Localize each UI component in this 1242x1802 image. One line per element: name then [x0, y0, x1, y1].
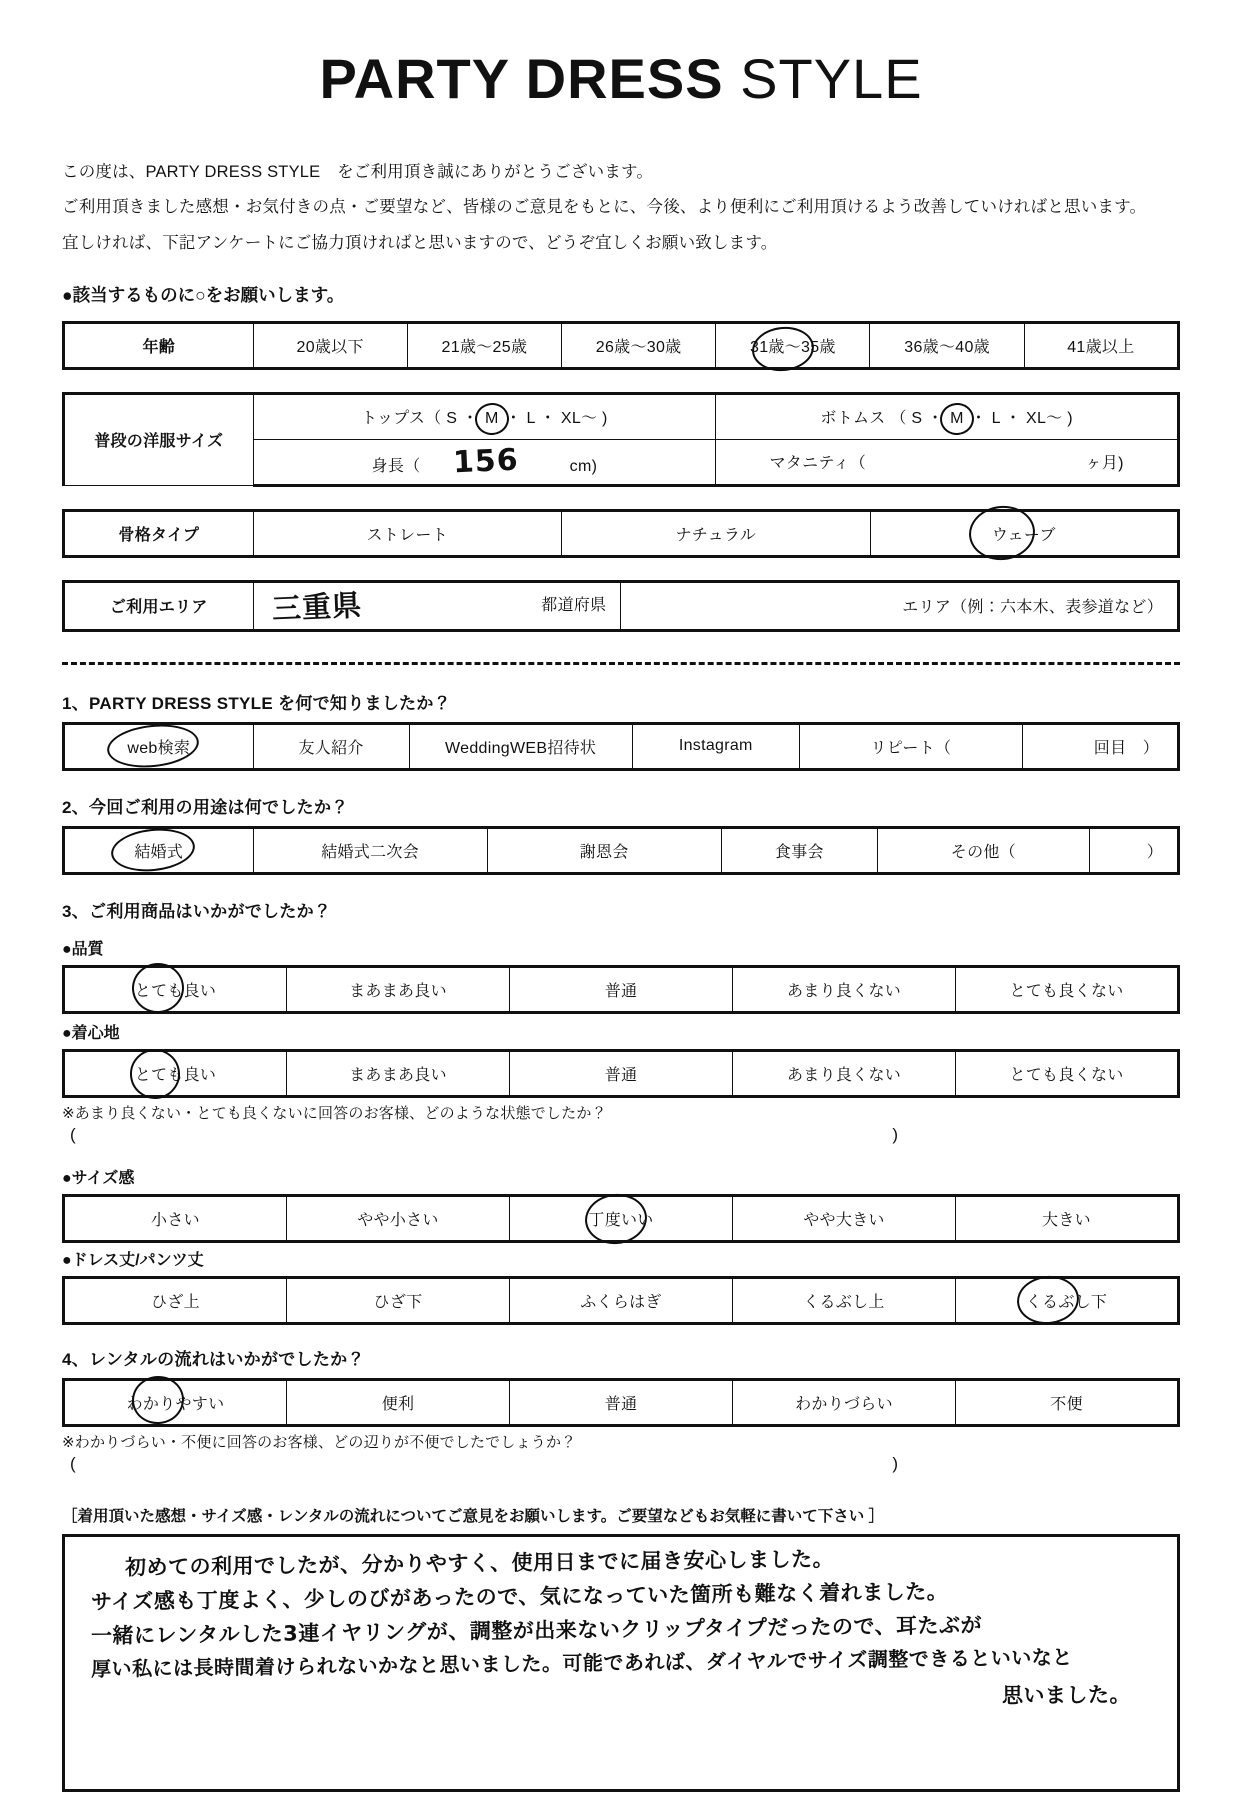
- free-comment-box[interactable]: [62, 1534, 1180, 1792]
- survey-page: [0, 48, 1242, 1802]
- height-field[interactable]: [253, 439, 716, 485]
- free-comment-line-4: 思いました。: [1001, 1683, 1132, 1708]
- q1-option-4[interactable]: リピート（: [799, 723, 1022, 769]
- q3-size-feel-label: ●サイズ感: [62, 1169, 135, 1187]
- q1-option-0-label: web検索: [127, 739, 191, 757]
- area-name-field[interactable]: [621, 581, 1179, 630]
- q3-size-feel-option-1[interactable]: やや小さい: [287, 1195, 510, 1241]
- q2-option-4[interactable]: その他（: [877, 827, 1089, 873]
- q2-option-1[interactable]: 結婚式二次会: [253, 827, 487, 873]
- free-comment-heading: ［着用頂いた感想・サイズ感・レンタルの流れについてご意見をお願いします。ご要望などもお気軽に書いて下さい ］: [62, 1507, 885, 1525]
- body-type-option-0[interactable]: ストレート: [253, 510, 561, 556]
- q3-quality-option-0-label: とても良い: [134, 982, 217, 1000]
- q3-comfort-option-0-label: とても良い: [134, 1066, 217, 1084]
- q1-option-3[interactable]: Instagram: [632, 723, 799, 769]
- age-option-4[interactable]: 36歳～40歳: [870, 322, 1024, 368]
- q3-size-feel-option-2-label: 丁度いい: [588, 1211, 654, 1229]
- free-comment-line-1: サイズ感も丁度よく、少しのびがあったので、気になっていた箇所も難なく着れました。: [90, 1579, 949, 1614]
- title-thin: STYLE: [740, 47, 923, 110]
- q3-heading: 3、ご利用商品はいかがでしたか？: [62, 901, 332, 921]
- age-option-2[interactable]: 26歳～30歳: [562, 322, 716, 368]
- q3-dress-length-label: ●ドレス丈/パンツ丈: [62, 1251, 204, 1269]
- table-row: [64, 1379, 1179, 1425]
- q3-quality-option-3[interactable]: あまり良くない: [733, 966, 956, 1012]
- q2-option-2[interactable]: 謝恩会: [487, 827, 721, 873]
- circle-instruction: ●該当するものに○をお願いします。: [62, 284, 345, 305]
- q3-comfort-answer-row[interactable]: [70, 1125, 898, 1145]
- table-row: [64, 966, 1179, 1012]
- table-row: [64, 322, 1179, 368]
- q1-option-1[interactable]: 友人紹介: [253, 723, 409, 769]
- height-value: 156: [452, 442, 520, 481]
- table-row: [64, 723, 1179, 769]
- age-option-3-label: 31歳～35歳: [750, 338, 836, 356]
- intro-line-3: 宜しければ、下記アンケートにご協力頂ければと思いますので、どうぞ宜しくお願い致します。: [62, 234, 778, 253]
- prefecture-field[interactable]: [253, 581, 621, 630]
- q4-option-2[interactable]: 普通: [510, 1379, 733, 1425]
- q3-dress-length-option-3[interactable]: くるぶし上: [733, 1277, 956, 1323]
- clothing-size-table: [62, 392, 1180, 487]
- q3-dress-length-option-1[interactable]: ひざ下: [287, 1277, 510, 1323]
- bottoms-size-selected-wrap: [948, 410, 966, 428]
- bottoms-size-suffix: ・ L ・ XL～ ): [965, 410, 1073, 428]
- q3-comfort-table: [62, 1049, 1180, 1098]
- q2-option-0[interactable]: [64, 827, 254, 873]
- maternity-field[interactable]: [716, 439, 1179, 485]
- q3-dress-length-option-4[interactable]: [956, 1277, 1179, 1323]
- age-option-0[interactable]: 20歳以下: [253, 322, 407, 368]
- maternity-label-pre: マタニティ（: [769, 455, 867, 473]
- height-label-post: cm): [569, 458, 598, 476]
- q2-option-3[interactable]: 食事会: [721, 827, 877, 873]
- prefecture-label: 都道府県: [541, 596, 607, 614]
- q1-repeat-count[interactable]: 回目 ）: [1022, 723, 1178, 769]
- table-row: [64, 1195, 1179, 1241]
- prefecture-value: 三重県: [270, 587, 363, 626]
- q2-option-0-label: 結婚式: [134, 843, 184, 861]
- bottoms-size-cell[interactable]: [716, 393, 1179, 439]
- q3-dress-length-table: [62, 1276, 1180, 1325]
- age-option-5[interactable]: 41歳以上: [1024, 322, 1178, 368]
- q4-answer-row[interactable]: [70, 1454, 898, 1474]
- body-type-option-2-label: ウェーブ: [991, 526, 1056, 544]
- free-comment-line-0: 初めての利用でしたが、分かりやすく、使用日までに届き安心しました。: [124, 1546, 835, 1580]
- q4-answer-open: (: [70, 1453, 76, 1473]
- q3-comfort-option-1[interactable]: まあまあ良い: [287, 1050, 510, 1096]
- body-type-option-1[interactable]: ナチュラル: [562, 510, 870, 556]
- q4-option-3[interactable]: わかりづらい: [733, 1379, 956, 1425]
- age-option-1[interactable]: 21歳～25歳: [407, 322, 561, 368]
- tops-size-selected-wrap: [483, 410, 501, 428]
- q1-option-0[interactable]: [64, 723, 254, 769]
- clothing-size-row-label: 普段の洋服サイズ: [64, 393, 254, 485]
- q3-dress-length-option-4-label: くるぶし下: [1025, 1293, 1108, 1311]
- q3-quality-option-1[interactable]: まあまあ良い: [287, 966, 510, 1012]
- tops-size-prefix: トップス（ S ・: [361, 410, 484, 428]
- q4-option-4[interactable]: 不便: [956, 1379, 1179, 1425]
- height-label-pre: 身長（: [371, 458, 421, 476]
- q4-option-0[interactable]: [64, 1379, 287, 1425]
- q3-quality-table: [62, 965, 1180, 1014]
- q3-size-feel-table: [62, 1194, 1180, 1243]
- table-row: [64, 393, 1179, 439]
- q4-answer-close: ): [892, 1453, 898, 1473]
- q3-quality-option-0[interactable]: [64, 966, 287, 1012]
- age-row-label: 年齢: [64, 322, 254, 368]
- table-row: [64, 510, 1179, 556]
- table-row: [64, 1277, 1179, 1323]
- q3-size-feel-option-0[interactable]: 小さい: [64, 1195, 287, 1241]
- q3-comfort-option-2[interactable]: 普通: [510, 1050, 733, 1096]
- q3-comfort-answer-close: ): [892, 1124, 898, 1144]
- area-table: [62, 580, 1180, 632]
- maternity-label-post: ヶ月): [1085, 455, 1124, 473]
- q3-comfort-option-4[interactable]: とても良くない: [956, 1050, 1179, 1096]
- section-divider: [62, 662, 1180, 665]
- q3-comfort-option-3[interactable]: あまり良くない: [733, 1050, 956, 1096]
- body-type-option-2[interactable]: [870, 510, 1178, 556]
- q3-comfort-option-0[interactable]: [64, 1050, 287, 1096]
- area-label: エリア（例：六本木、表参道など）: [902, 599, 1163, 617]
- bottoms-size-selected: M: [950, 410, 964, 428]
- bottoms-size-prefix: ボトムス （ S ・: [820, 410, 949, 428]
- body-type-table: [62, 509, 1180, 558]
- tops-size-selected: M: [485, 410, 499, 428]
- table-row: [64, 1050, 1179, 1096]
- q3-comfort-note: ※あまり良くない・とても良くないに回答のお客様、どのような状態でしたか？: [62, 1104, 607, 1122]
- q2-heading: 2、今回ご利用の用途は何でしたか？: [62, 797, 349, 817]
- tops-size-cell[interactable]: [253, 393, 716, 439]
- q3-size-feel-option-2[interactable]: [510, 1195, 733, 1241]
- q4-table: [62, 1378, 1180, 1427]
- q3-comfort-label: ●着心地: [62, 1024, 120, 1042]
- q1-heading: 1、PARTY DRESS STYLE を何で知りましたか？: [62, 693, 452, 713]
- q3-size-feel-option-4[interactable]: 大きい: [956, 1195, 1179, 1241]
- q2-other-close[interactable]: ）: [1089, 827, 1178, 873]
- intro-line-2: ご利用頂きました感想・お気付きの点・ご要望など、皆様のご意見をもとに、今後、より便利にご利用頂けるよう改善していければと思います。: [62, 198, 1147, 217]
- free-comment-line-3: 厚い私には長時間着けられないかなと思いました。可能であれば、ダイヤルでサイズ調整できるといいなと: [90, 1644, 1073, 1681]
- q4-option-1[interactable]: 便利: [287, 1379, 510, 1425]
- q4-option-0-label: わかりやすい: [126, 1395, 225, 1413]
- intro-line-1: この度は、PARTY DRESS STYLE をご利用頂き誠にありがとうございます。: [62, 162, 654, 181]
- age-table: [62, 321, 1180, 370]
- q3-quality-label: ●品質: [62, 940, 104, 958]
- q3-size-feel-option-3[interactable]: やや大きい: [733, 1195, 956, 1241]
- table-row: [64, 581, 1179, 630]
- intro-block: [62, 160, 1180, 256]
- q3-dress-length-option-2[interactable]: ふくらはぎ: [510, 1277, 733, 1323]
- body-type-row-label: 骨格タイプ: [64, 510, 254, 556]
- area-row-label: ご利用エリア: [64, 581, 254, 630]
- q1-option-2[interactable]: WeddingWEB招待状: [409, 723, 632, 769]
- age-option-3[interactable]: [716, 322, 870, 368]
- q3-quality-option-2[interactable]: 普通: [510, 966, 733, 1012]
- q2-table: [62, 826, 1180, 875]
- q4-heading: 4、レンタルの流れはいかがでしたか？: [62, 1349, 365, 1369]
- title-bold: PARTY DRESS: [319, 47, 724, 110]
- tops-size-suffix: ・ L ・ XL～ ): [500, 410, 608, 428]
- q3-quality-option-4[interactable]: とても良くない: [956, 966, 1179, 1012]
- free-comment-line-2: 一緒にレンタルした3連イヤリングが、調整が出来ないクリップタイプだったので、耳たぶが: [90, 1612, 983, 1648]
- q3-comfort-answer-open: (: [70, 1124, 76, 1144]
- table-row: [64, 827, 1179, 873]
- q1-table: [62, 722, 1180, 771]
- q3-dress-length-option-0[interactable]: ひざ上: [64, 1277, 287, 1323]
- page-title: [62, 48, 1180, 110]
- q4-note: ※わかりづらい・不便に回答のお客様、どの辺りが不便でしたでしょうか？: [62, 1433, 577, 1451]
